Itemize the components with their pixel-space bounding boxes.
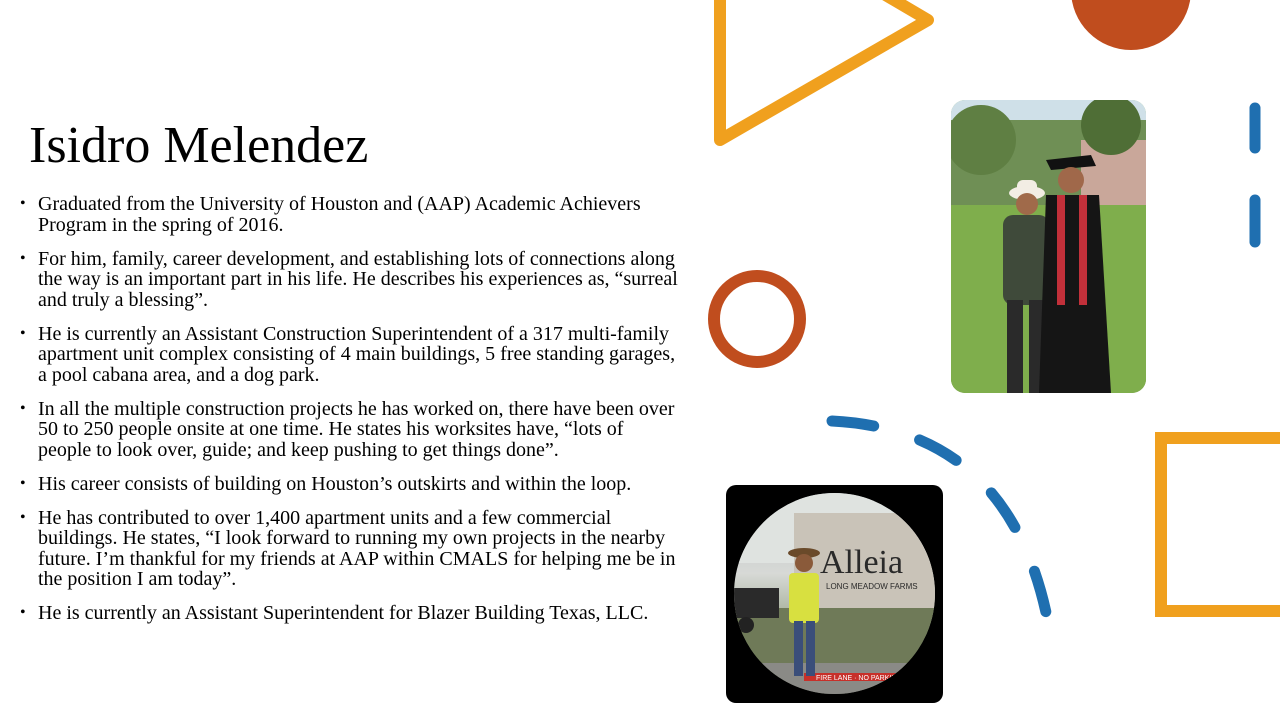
graduation-photo-illustration [951, 100, 1146, 393]
bullet-marker: • [20, 399, 26, 417]
bullet-text: He is currently an Assistant Construction Superintendent of a 317 multi-family apartment unit complex consisting of 4 main buildings, 5 free standing garages, a pool cabana area, and a dog park. [38, 322, 676, 386]
bullet-marker: • [20, 508, 26, 526]
construction-site-photo-circle [734, 493, 935, 694]
construction-site-photo [726, 485, 943, 703]
bullet-list [20, 194, 680, 637]
sign-text: Alleia [820, 544, 904, 581]
rust-ring-shape [714, 276, 800, 362]
bullet-item [20, 399, 680, 461]
bullet-item [20, 194, 680, 235]
bullet-marker: • [20, 324, 26, 342]
sign-subtext: LONG MEADOW FARMS [826, 582, 918, 591]
slide-title: Isidro Melendez [29, 117, 369, 174]
bullet-marker: • [20, 195, 26, 212]
graduation-photo [951, 100, 1146, 393]
bullet-text: In all the multiple construction projects he has worked on, there have been over 50 to 250 people onsite at one time. He states his worksites have, “lots of people to look over, guide; and keep pushing to get things done”. [38, 397, 675, 461]
bullet-text: His career consists of building on Houston’s outskirts and within the loop. [38, 472, 632, 495]
bullet-item [20, 324, 680, 386]
bullet-text: For him, family, career development, and establishing lots of connections along the way is an important part in his life. He describes his experiences as, “surreal and truly a blessing”. [38, 247, 678, 311]
bullet-marker: • [20, 604, 26, 621]
bullet-text: He is currently an Assistant Superintendent for Blazer Building Texas, LLC. [38, 602, 649, 624]
bullet-item [20, 508, 680, 590]
bullet-item [20, 249, 680, 311]
bullet-text: Graduated from the University of Houston and (AAP) Academic Achievers Program in the spring of 2016. [38, 193, 641, 236]
orange-triangle-shape [720, 0, 928, 140]
bullet-item [20, 603, 680, 624]
bullet-text: He has contributed to over 1,400 apartment units and a few commercial buildings. He states, “I look forward to running my own projects in the nearby future. I’m thankful for my friends at AAP within CMALS for helping me be in the position I am today”. [38, 506, 676, 590]
curb-text: FIRE LANE · NO PARKING [816, 675, 902, 682]
bullet-item [20, 474, 680, 495]
orange-square-shape [1161, 438, 1280, 611]
bullet-marker: • [20, 249, 26, 267]
bullet-marker: • [20, 474, 26, 492]
rust-circle-shape [1071, 0, 1191, 50]
construction-site-illustration [734, 493, 935, 694]
